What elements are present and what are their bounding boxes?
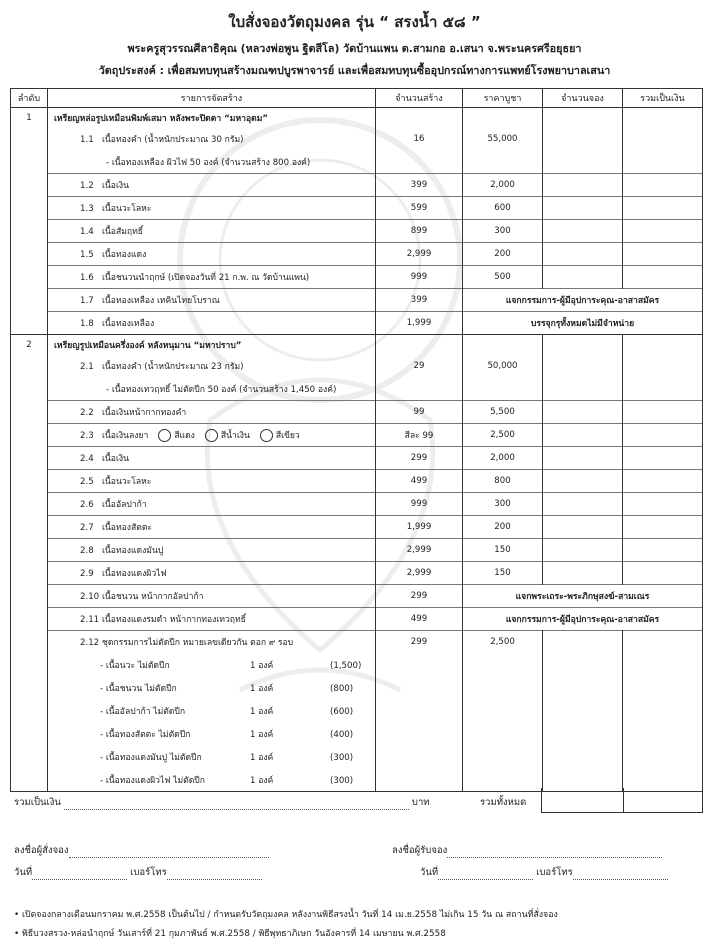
qty-made: 16 xyxy=(376,128,463,151)
order-table xyxy=(10,88,703,792)
distribution-note: แจกพระเถระ-พระภิกษุสงฆ์-สามเณร xyxy=(463,585,703,608)
col-price: ราคาบูชา xyxy=(463,89,543,108)
order-total-cell[interactable] xyxy=(623,243,703,266)
table-row xyxy=(11,197,703,220)
orderer-phone-field[interactable] xyxy=(167,879,262,880)
table-row xyxy=(11,312,703,335)
receiver-date-line xyxy=(420,865,668,880)
table-row xyxy=(11,128,703,151)
order-qty-cell[interactable] xyxy=(543,220,623,243)
orderer-date-line xyxy=(14,865,262,880)
price: 150 xyxy=(463,562,543,585)
order-qty-cell[interactable] xyxy=(543,108,623,128)
package-row xyxy=(11,723,703,746)
orderer-date-field[interactable] xyxy=(32,879,127,880)
table-row xyxy=(11,289,703,312)
package-item-value: (600) xyxy=(330,707,354,717)
item-number: 2.7 xyxy=(80,523,94,533)
item-name: เนื้อนวะโลหะ xyxy=(102,477,152,487)
package-item-value: (300) xyxy=(330,753,354,763)
order-qty-cell[interactable] xyxy=(543,631,623,654)
package-item-name: - เนื้อทองแดงมันปู ไม่ตัดปีก xyxy=(100,753,202,763)
item-number: 1.3 xyxy=(80,204,94,214)
order-total-cell[interactable] xyxy=(623,108,703,128)
table-row xyxy=(11,378,703,401)
order-total-cell[interactable] xyxy=(623,174,703,197)
price: 5,500 xyxy=(463,401,543,424)
table-row xyxy=(11,220,703,243)
order-total-cell[interactable] xyxy=(623,355,703,378)
color-option-label: สีน้ำเงิน xyxy=(220,431,250,441)
item-name: เนื้อทองแดงมันปู xyxy=(102,546,164,556)
item-name: เนื้อสัมฤทธิ์ xyxy=(102,227,143,237)
item-number: 2.5 xyxy=(80,477,94,487)
qty-made: 899 xyxy=(376,220,463,243)
orderer-sign-line xyxy=(14,843,269,858)
table-row xyxy=(11,355,703,378)
table-row xyxy=(11,401,703,424)
group-row xyxy=(11,335,703,355)
item-name: เนื้อทองเหลือง เทคินไทยโบราณ xyxy=(102,296,220,306)
item-number: 1.4 xyxy=(80,227,94,237)
note-line-2: • พิธีบวงสรวง-หล่อนำฤกษ์ วันเสาร์ที่ 21 กุมภาพันธ์ พ.ศ.2558 / พิธีพุทธาภิเษก วันอังคารที่ 14 เมษายน พ.ศ.2558 xyxy=(14,929,446,939)
price: 2,000 xyxy=(463,174,543,197)
order-total-cell[interactable] xyxy=(623,516,703,539)
total-line xyxy=(14,795,430,810)
package-item-count: 1 องค์ xyxy=(250,684,274,694)
qty-made: 399 xyxy=(376,174,463,197)
item-number: 2.12 xyxy=(80,638,100,649)
grand-total-amount-box[interactable] xyxy=(623,788,703,813)
order-qty-cell[interactable] xyxy=(543,539,623,562)
order-total-cell[interactable] xyxy=(623,539,703,562)
order-total-cell[interactable] xyxy=(623,470,703,493)
package-row xyxy=(11,677,703,700)
order-qty-cell[interactable] xyxy=(543,470,623,493)
package-item-value: (300) xyxy=(330,775,354,786)
item-number: 2.2 xyxy=(80,408,94,418)
order-qty-cell[interactable] xyxy=(543,128,623,151)
item-number: 1.1 xyxy=(80,135,94,145)
item-name: เนื้อทองแดงผิวไฟ xyxy=(102,569,167,579)
item-number: 2.10 xyxy=(80,592,100,602)
item-name: เนื้อเงิน xyxy=(102,454,129,464)
order-qty-cell[interactable] xyxy=(543,424,623,447)
price: 200 xyxy=(463,243,543,266)
package-item-value: (400) xyxy=(330,730,354,740)
item-name: เนื้อทองคำ (น้ำหนักประมาณ 23 กรัม) xyxy=(102,362,244,372)
item-number: 2.9 xyxy=(80,569,94,579)
qty-made: 2,999 xyxy=(376,243,463,266)
table-row xyxy=(11,243,703,266)
item-name: เนื้อทองเหลือง xyxy=(102,319,155,329)
item-number: 2.4 xyxy=(80,454,94,464)
item-name: เนื้อทองคำ (น้ำหนักประมาณ 30 กรัม) xyxy=(102,135,244,145)
package-item-count: 1 องค์ xyxy=(250,707,274,717)
order-total-cell[interactable] xyxy=(623,562,703,585)
table-row xyxy=(11,493,703,516)
price: 800 xyxy=(463,470,543,493)
package-row xyxy=(11,746,703,769)
order-qty-cell[interactable] xyxy=(543,516,623,539)
qty-made: 2,999 xyxy=(376,539,463,562)
qty-made: 299 xyxy=(376,447,463,470)
order-qty-cell[interactable] xyxy=(543,197,623,220)
receiver-date-field[interactable] xyxy=(438,879,533,880)
qty-made: 99 xyxy=(376,401,463,424)
order-total-cell[interactable] xyxy=(623,335,703,355)
qty-made: 599 xyxy=(376,197,463,220)
col-qty-made: จำนวนสร้าง xyxy=(376,89,463,108)
date-label: วันที่ xyxy=(420,867,439,878)
price: 200 xyxy=(463,516,543,539)
baht-label: บาท xyxy=(411,797,430,808)
price: 300 xyxy=(463,220,543,243)
group-row xyxy=(11,108,703,128)
grand-total-label: รวมทั้งหมด xyxy=(480,797,527,808)
item-number: 2.11 xyxy=(80,615,100,625)
table-header-row xyxy=(11,89,703,108)
receiver-sign-line xyxy=(392,843,662,858)
order-qty-cell[interactable] xyxy=(543,266,623,289)
order-total-cell[interactable] xyxy=(623,266,703,289)
phone-label: เบอร์โทร xyxy=(536,867,573,878)
item-number: 1.5 xyxy=(80,250,94,260)
price: 300 xyxy=(463,493,543,516)
price: 600 xyxy=(463,197,543,220)
qty-made: 29 xyxy=(376,355,463,378)
table-row xyxy=(11,266,703,289)
order-total-cell[interactable] xyxy=(623,447,703,470)
qty-made: 299 xyxy=(376,631,463,654)
package-item-name: - เนื้อชนวน ไม่ตัดปีก xyxy=(100,684,177,694)
color-option-blue-radio[interactable] xyxy=(205,429,218,442)
item-number: 2.6 xyxy=(80,500,94,510)
table-row xyxy=(11,470,703,493)
note-line-1: • เปิดจองกลางเดือนมกราคม พ.ศ.2558 เป็นต้นไป / กำหนดรับวัตถุมงคล หลังงานพิธีสรงน้ำ วันที่ 14 เม.ย.2558 ไม่เกิน 15 วัน ณ สถานที่สั่งจอง xyxy=(14,910,558,920)
table-row xyxy=(11,516,703,539)
distribution-note: บรรจุกรุทั้งหมดไม่มีจำหน่าย xyxy=(463,312,703,335)
order-total-cell[interactable] xyxy=(623,220,703,243)
order-total-cell[interactable] xyxy=(623,424,703,447)
item-name: ชุดกรรมการไม่ตัดปีก หมายเลขเดียวกัน ตอก ๙ รอบ xyxy=(102,638,294,649)
orderer-sign-field[interactable] xyxy=(69,857,269,858)
order-qty-cell[interactable] xyxy=(543,243,623,266)
price: 2,500 xyxy=(463,424,543,447)
orderer-sign-label: ลงชื่อผู้สั่งจอง xyxy=(14,845,69,856)
package-item-count: 1 องค์ xyxy=(250,753,274,763)
order-total-cell[interactable] xyxy=(623,631,703,654)
item-number: 2.3 xyxy=(80,431,94,441)
color-option-label: สีเขียว xyxy=(275,431,300,441)
item-number: 2.1 xyxy=(80,362,94,372)
qty-made: 1,999 xyxy=(376,516,463,539)
color-option-green-radio[interactable] xyxy=(260,429,273,442)
group-title: เหรียญรูปเหมือนครึ่งองค์ หลังหนุมาน “มหาปราบ” xyxy=(48,335,376,355)
group-title: เหรียญหล่อรูปเหมือนพิมพ์เสมา หลังพระปิดตา “มหาอุดม” xyxy=(48,108,376,128)
package-item-name: - เนื้อนวะ ไม่ตัดปีก xyxy=(100,661,170,671)
price: 2,000 xyxy=(463,447,543,470)
item-name: เนื้อนวะโลหะ xyxy=(102,204,152,214)
package-item-count: 1 องค์ xyxy=(250,775,274,786)
table-row xyxy=(11,562,703,585)
order-qty-cell[interactable] xyxy=(543,174,623,197)
package-row xyxy=(11,700,703,723)
package-row xyxy=(11,654,703,677)
item-note: - เนื้อทองเทวฤทธิ์ ไม่ตัดปีก 50 องค์ (จำนวนสร้าง 1,450 องค์) xyxy=(48,378,376,401)
qty-made: 1,999 xyxy=(376,312,463,335)
package-item-count: 1 องค์ xyxy=(250,661,274,671)
table-row xyxy=(11,539,703,562)
qty-made: 299 xyxy=(376,585,463,608)
item-name: เนื้อทองแดง xyxy=(102,250,147,260)
item-name: เนื้อชนวนนำฤกษ์ (เปิดจองวันที่ 21 ก.พ. ณ วัดบ้านแพน) xyxy=(102,273,310,283)
col-item: รายการจัดสร้าง xyxy=(48,89,376,108)
order-qty-cell[interactable] xyxy=(543,355,623,378)
price: 50,000 xyxy=(463,355,543,378)
item-name: เนื้อทองแดงรมดำ หน้ากากทองเทวฤทธิ์ xyxy=(102,615,246,625)
order-qty-cell[interactable] xyxy=(543,562,623,585)
item-number: 2.8 xyxy=(80,546,94,556)
group-number: 1 xyxy=(11,108,48,128)
order-qty-cell[interactable] xyxy=(543,447,623,470)
total-label: รวมเป็นเงิน xyxy=(14,797,61,808)
qty-made: สีละ 99 xyxy=(376,424,463,447)
qty-made: 499 xyxy=(376,470,463,493)
col-no: ลำดับ xyxy=(11,89,48,108)
package-item-value: (800) xyxy=(330,684,354,694)
table-row xyxy=(11,424,703,447)
table-row xyxy=(11,174,703,197)
package-item-value: (1,500) xyxy=(330,661,362,671)
qty-made: 999 xyxy=(376,493,463,516)
item-name: เนื้อชนวน หน้ากากอัลปาก้า xyxy=(102,592,204,602)
price: 55,000 xyxy=(463,128,543,151)
grand-total-qty-box[interactable] xyxy=(541,788,624,813)
package-item-name: - เนื้อทองสัตตะ ไม่ตัดปีก xyxy=(100,730,191,740)
order-total-cell[interactable] xyxy=(623,493,703,516)
receiver-phone-field[interactable] xyxy=(573,879,668,880)
purpose-line: วัตถุประสงค์ : เพื่อสมทบทุนสร้างมณฑปบูรพาจารย์ และเพื่อสมทบทุนซื้ออุปกรณ์ทางการแพทย์โรงพยาบาลเสนา xyxy=(98,64,611,77)
table-row xyxy=(11,151,703,174)
item-name: เนื้อเงินลงยา xyxy=(102,431,149,441)
item-number: 1.7 xyxy=(80,296,94,306)
qty-made: 2,999 xyxy=(376,562,463,585)
item-number: 1.8 xyxy=(80,319,94,329)
order-qty-cell[interactable] xyxy=(543,493,623,516)
qty-made: 499 xyxy=(376,608,463,631)
distribution-note: แจกกรรมการ-ผู้มีอุปการะคุณ-อาสาสมัคร xyxy=(463,608,703,631)
qty-made: 999 xyxy=(376,266,463,289)
item-name: เนื้อเงินหน้ากากทองคำ xyxy=(102,408,187,418)
color-option-label: สีแดง xyxy=(174,431,195,441)
col-total: รวมเป็นเงิน xyxy=(623,89,703,108)
total-amount-field[interactable] xyxy=(64,809,409,810)
item-name: เนื้อเงิน xyxy=(102,181,129,191)
package-item-name: - เนื้อทองแดงผิวไฟ ไม่ตัดปีก xyxy=(100,775,205,786)
date-label: วันที่ xyxy=(14,867,33,878)
order-qty-cell[interactable] xyxy=(543,335,623,355)
item-name: เนื้อทองสัตตะ xyxy=(102,523,153,533)
order-qty-cell[interactable] xyxy=(543,401,623,424)
qty-made: 399 xyxy=(376,289,463,312)
issuer-line: พระครูสุวรรณศีลาธิคุณ (หลวงพ่อพูน ฐิตสีโล) วัดบ้านแพน ต.สามกอ อ.เสนา จ.พระนครศรีอยุธยา xyxy=(127,42,582,55)
table-row xyxy=(11,585,703,608)
price: 500 xyxy=(463,266,543,289)
item-name: เนื้ออัลปาก้า xyxy=(102,500,147,510)
price: 2,500 xyxy=(463,631,543,654)
order-total-cell[interactable] xyxy=(623,197,703,220)
phone-label: เบอร์โทร xyxy=(130,867,167,878)
item-note: - เนื้อทองเหลือง ผิวไฟ 50 องค์ (จำนวนสร้าง 800 องค์) xyxy=(48,151,376,174)
order-total-cell[interactable] xyxy=(623,128,703,151)
table-row xyxy=(11,608,703,631)
col-qty-order: จำนวนจอง xyxy=(543,89,623,108)
group-number: 2 xyxy=(11,335,48,355)
item-number: 1.2 xyxy=(80,181,94,191)
color-option-red-radio[interactable] xyxy=(158,429,171,442)
price: 150 xyxy=(463,539,543,562)
package-item-count: 1 องค์ xyxy=(250,730,274,740)
item-number: 1.6 xyxy=(80,273,94,283)
table-row xyxy=(11,447,703,470)
receiver-sign-field[interactable] xyxy=(447,857,662,858)
order-total-cell[interactable] xyxy=(623,401,703,424)
package-item-name: - เนื้ออัลปาก้า ไม่ตัดปีก xyxy=(100,707,186,717)
table-row xyxy=(11,631,703,654)
form-title: ใบสั่งจองวัตถุมงคล รุ่น “ สรงน้ำ ๕๘ ” xyxy=(228,13,481,31)
distribution-note: แจกกรรมการ-ผู้มีอุปการะคุณ-อาสาสมัคร xyxy=(463,289,703,312)
receiver-sign-label: ลงชื่อผู้รับจอง xyxy=(392,845,448,856)
